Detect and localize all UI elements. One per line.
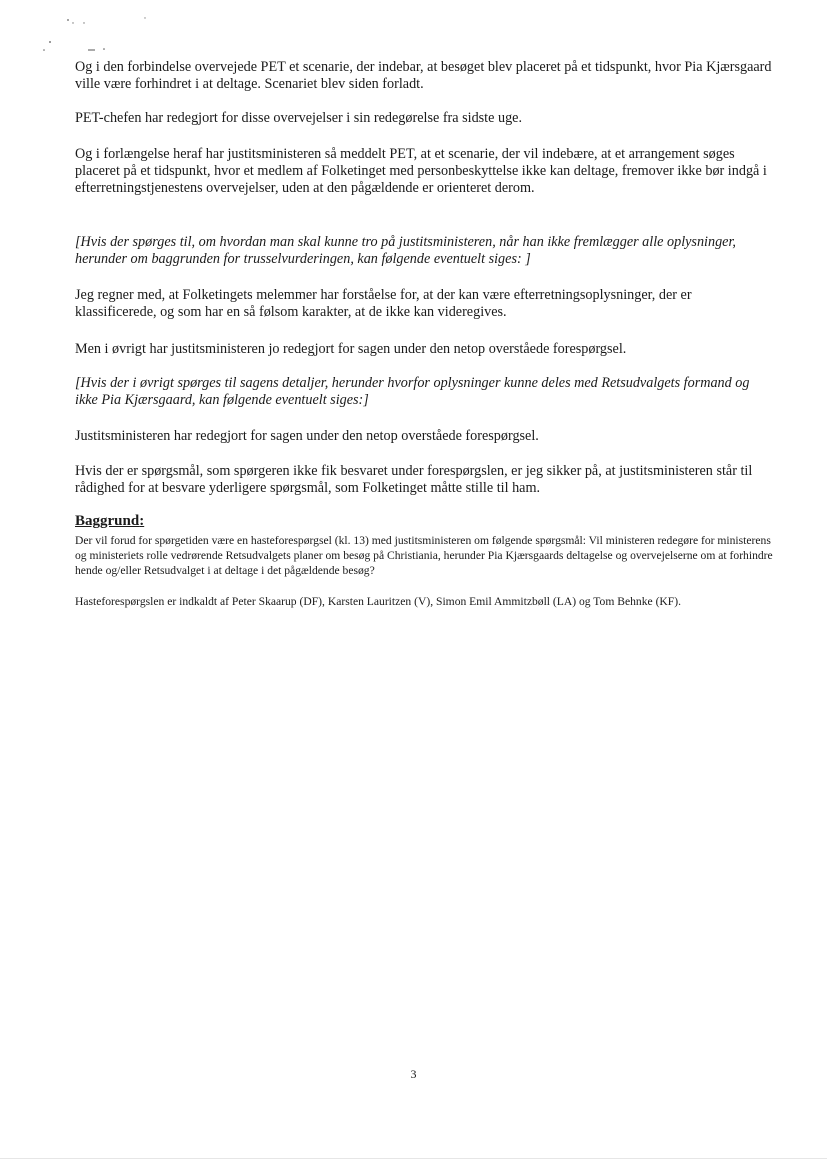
background-paragraph-2: Hasteforespørgslen er indkaldt af Peter Skaarup (DF), Karsten Lauritzen (V), Simon Emil Ammitzbøll (LA) og Tom Behnke (KF). — [75, 595, 682, 608]
background-heading-colon: : — [139, 513, 145, 529]
paragraph-6: Justitsministeren har redegjort for sagen under den netop overståede forespørgsel. — [75, 428, 539, 444]
paragraph-7: Hvis der er spørgsmål, som spørgeren ikke fik besvaret under forespørgslen, er jeg sikker på, at justitsministeren står til rådighed for at besvare yderligere spørgsmål, som Folketinget måtte stille til ham. — [75, 463, 753, 496]
background-heading — [75, 513, 144, 530]
paragraph-2: PET-chefen har redegjort for disse overvejelser i sin redegørelse fra sidste uge. — [75, 110, 523, 126]
background-paragraph-1: Der vil forud for spørgetiden være en hasteforespørgsel (kl. 13) med justitsministeren om følgende spørgsmål: Vil ministeren redegøre for ministerens og ministeriets rolle vedrørende Retsudvalgets planer om besøg på Christiania, herunder Pia Kjærsgaards deltagelse og overvejelserne om at forhindre hende og/eller Retsudvalget i at deltage i det pågældende besøg? — [75, 534, 773, 577]
paragraph-1: Og i den forbindelse overvejede PET et scenarie, der indebar, at besøget blev placeret på et tidspunkt, hvor Pia Kjærsgaard ville være forhindret i at deltage. Scenariet blev siden forladt. — [75, 59, 772, 92]
paragraph-5: Men i øvrigt har justitsministeren jo redegjort for sagen under den netop overståede forespørgsel. — [75, 341, 627, 357]
instruction-paragraph-1: [Hvis der spørges til, om hvordan man skal kunne tro på justitsministeren, når han ikke fremlægger alle oplysninger, herunder om baggrunden for trusselvurderingen, kan følgende eventuelt siges: ] — [75, 234, 736, 267]
instruction-paragraph-2: [Hvis der i øvrigt spørges til sagens detaljer, herunder hvorfor oplysninger kunne deles med Retsudvalgets formand og ikke Pia Kjærsgaard, kan følgende eventuelt siges:] — [75, 375, 750, 408]
paragraph-4: Jeg regner med, at Folketingets melemmer har forståelse for, at der kan være efterretningsoplysninger, der er klassificerede, og som har en så følsom karakter, at de ikke kan videregives. — [75, 287, 692, 320]
bottom-edge-line — [0, 1158, 827, 1159]
paragraph-3: Og i forlængelse heraf har justitsministeren så meddelt PET, at et scenarie, der vil indebære, at et arrangement søges placeret på et tidspunkt, hvor et medlem af Folketinget med personbeskyttelse ikke kan deltage, fremover ikke bør indgå i efterretningstjenestens overvejelser, uden at den pågældende er orienteret derom. — [75, 146, 767, 196]
scan-specks — [40, 10, 160, 60]
background-heading-text: Baggrund — [75, 513, 140, 529]
page-number: 3 — [410, 1067, 417, 1081]
